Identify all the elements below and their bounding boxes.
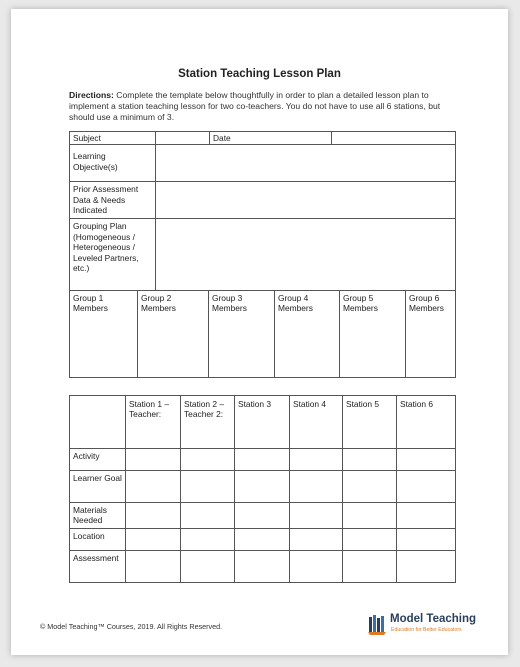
station-4-header: Station 4 (290, 396, 343, 449)
station-cell[interactable] (397, 449, 456, 471)
logo-name: Model Teaching (390, 613, 477, 625)
station-cell[interactable] (343, 471, 397, 503)
station-cell[interactable] (235, 503, 290, 529)
prior-assessment-field[interactable] (156, 182, 456, 219)
station-cell[interactable] (290, 449, 343, 471)
station-cell[interactable] (343, 528, 397, 550)
grouping-plan-field[interactable] (156, 219, 456, 291)
learning-objectives-label: Learning Objective(s) (70, 145, 156, 182)
grouping-plan-label: Grouping Plan (Homogeneous / Heterogeneous / Leveled Partners, etc.) (70, 219, 156, 291)
station-cell[interactable] (235, 550, 290, 582)
station-cell[interactable] (397, 550, 456, 582)
row-label-learner-goal: Learner Goal (70, 471, 126, 503)
date-field[interactable] (332, 132, 456, 145)
stations-table (69, 395, 456, 583)
station-cell[interactable] (397, 528, 456, 550)
learning-objectives-field[interactable] (156, 145, 456, 182)
station-cell[interactable] (181, 528, 235, 550)
logo-tagline: Education for Better Educators (391, 627, 462, 633)
date-label: Date (210, 132, 332, 145)
station-cell[interactable] (126, 503, 181, 529)
station-6-header: Station 6 (397, 396, 456, 449)
model-teaching-logo (368, 613, 488, 637)
directions-label: Directions: (69, 90, 114, 100)
subject-field[interactable] (156, 132, 210, 145)
station-cell[interactable] (343, 503, 397, 529)
groups-table (69, 290, 456, 378)
group-4-members[interactable]: Group 4 Members (275, 291, 340, 378)
station-cell[interactable] (126, 528, 181, 550)
station-cell[interactable] (343, 449, 397, 471)
station-cell[interactable] (181, 449, 235, 471)
station-1-header: Station 1 – Teacher: (126, 396, 181, 449)
station-cell[interactable] (181, 550, 235, 582)
station-cell[interactable] (235, 528, 290, 550)
prior-assessment-label: Prior Assessment Data & Needs Indicated (70, 182, 156, 219)
row-label-activity: Activity (70, 449, 126, 471)
station-cell[interactable] (397, 503, 456, 529)
station-cell[interactable] (235, 471, 290, 503)
subject-label: Subject (70, 132, 156, 145)
book-icon (368, 614, 388, 636)
station-cell[interactable] (181, 503, 235, 529)
group-1-members[interactable]: Group 1 Members (70, 291, 138, 378)
station-cell[interactable] (126, 550, 181, 582)
station-cell[interactable] (343, 550, 397, 582)
document-page (11, 9, 508, 655)
group-6-members[interactable]: Group 6 Members (406, 291, 456, 378)
station-cell[interactable] (126, 471, 181, 503)
row-label-location: Location (70, 528, 126, 550)
station-cell[interactable] (290, 528, 343, 550)
station-5-header: Station 5 (343, 396, 397, 449)
station-cell[interactable] (126, 449, 181, 471)
group-2-members[interactable]: Group 2 Members (138, 291, 209, 378)
directions-body: Complete the template below thoughtfully in order to plan a detailed lesson plan to implement a station teaching lesson for two co-teachers. You do not have to use all 6 stations, but should use a minimum of 3. (69, 90, 441, 123)
directions-text (69, 90, 459, 124)
station-3-header: Station 3 (235, 396, 290, 449)
row-label-materials: Materials Needed (70, 503, 126, 529)
station-cell[interactable] (181, 471, 235, 503)
stations-corner-cell (70, 396, 126, 449)
page-title: Station Teaching Lesson Plan (178, 68, 341, 80)
station-cell[interactable] (290, 550, 343, 582)
station-cell[interactable] (235, 449, 290, 471)
group-5-members[interactable]: Group 5 Members (340, 291, 406, 378)
lesson-info-table (69, 131, 456, 291)
row-label-assessment: Assessment (70, 550, 126, 582)
station-2-header: Station 2 – Teacher 2: (181, 396, 235, 449)
copyright-text: © Model Teaching™ Courses, 2019. All Rights Reserved. (40, 622, 223, 631)
group-3-members[interactable]: Group 3 Members (209, 291, 275, 378)
station-cell[interactable] (290, 471, 343, 503)
station-cell[interactable] (397, 471, 456, 503)
station-cell[interactable] (290, 503, 343, 529)
